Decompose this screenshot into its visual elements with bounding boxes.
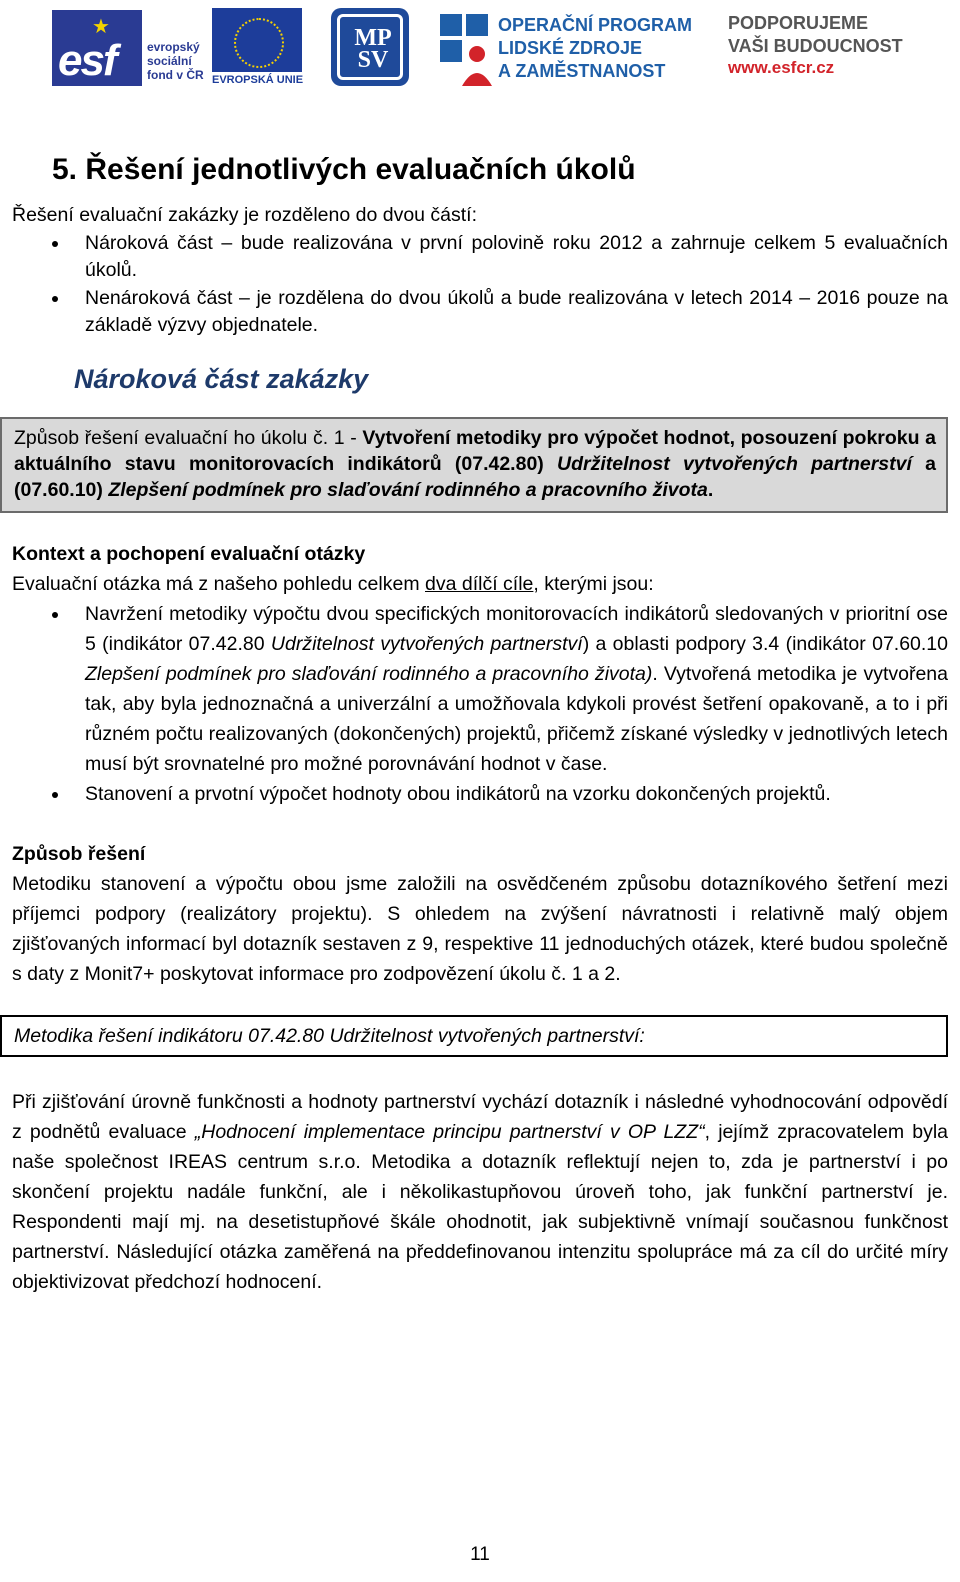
task-mid: a (07.60.10) <box>14 453 936 501</box>
parts-list <box>12 230 948 339</box>
context-title: Kontext a pochopení evaluační otázky <box>12 543 366 565</box>
goal1-text-a: Navržení metodiky výpočtu dvou specifických monitorovacích indikátorů sledovaných v prioritní ose 5 (indikátor 07.42.80 <box>85 603 948 655</box>
document-body <box>12 150 948 1297</box>
page-number: 11 <box>470 1544 490 1565</box>
goal1-text-c: . Vytvořená metodika je vytvořena tak, aby byla jednoznačná a univerzální a umožňovala kdykoli provést šetření opakovaně, a to i při různém počtu realizovaných (dokončených) projektů, přičemž získané výsledky v jednotlivých letech musí být srovnatelné pro možné porovnávání hodnot v čase. <box>85 663 948 775</box>
esf-mark <box>52 10 142 86</box>
star-icon: ★ <box>92 16 110 38</box>
eu-flag-icon <box>212 8 302 72</box>
task-title: Vytvoření metodiky pro výpočet hodnot, posouzení pokroku a aktuálního stavu monitorovacích indikátorů (07.42.80) <box>14 427 936 475</box>
task-indicator-1: Udržitelnost vytvořených partnerství <box>557 453 912 475</box>
list-item: Stanovení a prvotní výpočet hodnoty obou indikátorů na vzorku dokončených projektů. <box>12 779 948 809</box>
method-title: Způsob řešení <box>12 843 146 865</box>
context-text-a: Evaluační otázka má z našeho pohledu celkem <box>12 573 425 595</box>
esf-text: evropský sociální fond v ČR <box>147 40 204 82</box>
esfcr-logo <box>728 12 928 92</box>
method-text: Metodiku stanovení a výpočtu obou jsme založili na osvědčeném způsobu dotazníkového šetření mezi příjemci podpory (realizátory projektu). S ohledem na zvýšení návratnosti i relativně malý objem zjišťovaných informací byl dotazník sestaven z 9, respektive 11 jednoduchých otázek, které budou společně s daty z Monit7+ poskytovat informace pro zodpovězení úkolu č. 1 a 2. <box>12 873 948 985</box>
eu-text: EVROPSKÁ UNIE <box>212 74 304 86</box>
goals-list <box>12 599 948 809</box>
list-item <box>12 599 948 779</box>
goal1-italic-1: Udržitelnost vytvořených partnerství <box>270 633 583 655</box>
final-text <box>12 1087 948 1297</box>
context-text-b: , kterými jsou: <box>533 573 654 595</box>
task-end: . <box>707 479 714 501</box>
list-item: Nároková část – bude realizována v první polovině roku 2012 a zahrnuje celkem 5 evaluačních úkolů. <box>12 230 948 284</box>
mpsv-text: MP SV <box>354 25 392 73</box>
context-text-underlined: dva dílčí cíle <box>425 573 534 595</box>
section-heading: 5. Řešení jednotlivých evaluačních úkolů <box>52 153 636 186</box>
intro-text: Řešení evaluační zakázky je rozděleno do dvou částí: <box>12 204 478 226</box>
mpsv-logo <box>331 8 409 86</box>
final-text-a: Při zjišťování úrovně funkčnosti a hodnoty partnerství vychází dotazník i následné vyhodnocování odpovědí z podnětů evaluace <box>12 1091 948 1143</box>
task-box <box>0 417 948 513</box>
esfcr-slogan: PODPORUJEME VAŠI BUDOUCNOST <box>728 13 903 56</box>
esf-logo <box>52 10 204 86</box>
task-prefix: Způsob řešení evaluační ho úkolu č. 1 - <box>14 427 363 449</box>
op-figure-icon <box>436 10 492 86</box>
op-text: OPERAČNÍ PROGRAM LIDSKÉ ZDROJE A ZAMĚSTNANOST <box>498 15 693 81</box>
mpsv-frame <box>337 14 403 80</box>
eu-stars-icon <box>234 18 284 68</box>
goal1-italic-2: Zlepšení podmínek pro slaďování rodinného a pracovního života) <box>85 663 653 685</box>
subsection-title: Nároková část zakázky <box>74 364 369 394</box>
task-indicator-2: Zlepšení podmínek pro slaďování rodinného a pracovního života <box>108 479 708 501</box>
list-item: Nenároková část – je rozdělena do dvou úkolů a bude realizována v letech 2014 – 2016 pouze na základě výzvy objednatele. <box>12 285 948 339</box>
indicator-method-box: Metodika řešení indikátoru 07.42.80 Udržitelnost vytvořených partnerství: <box>0 1015 948 1057</box>
op-logo <box>436 6 706 90</box>
esf-word: esf <box>58 36 116 85</box>
eu-logo <box>212 8 304 88</box>
final-text-b: , jejímž zpracovatelem byla naše společnost IREAS centrum s.r.o. Metodika a dotazník reflektují nejen to, zda je partnerství i po skončení projektu nadále funkční, ale i několikastupňovou úroveň toho, jak funkční partnerství je. Respondenti mají mj. na desetistupňové škále ohodnotit, jak subjektivně vnímají současnou funkčnost partnerství. Následující otázka zaměřená na předdefinovanou intenzitu spolupráce má za cíl do určité míry objektivizovat předchozí hodnocení. <box>12 1121 948 1293</box>
esfcr-url: www.esfcr.cz <box>728 58 835 77</box>
context-text <box>12 569 948 599</box>
logo-bar <box>0 0 960 100</box>
goal1-text-b: ) a oblasti podpory 3.4 (indikátor 07.60.10 <box>582 633 949 655</box>
final-text-italic: „Hodnocení implementace principu partnerství v OP LZZ“ <box>194 1121 705 1143</box>
